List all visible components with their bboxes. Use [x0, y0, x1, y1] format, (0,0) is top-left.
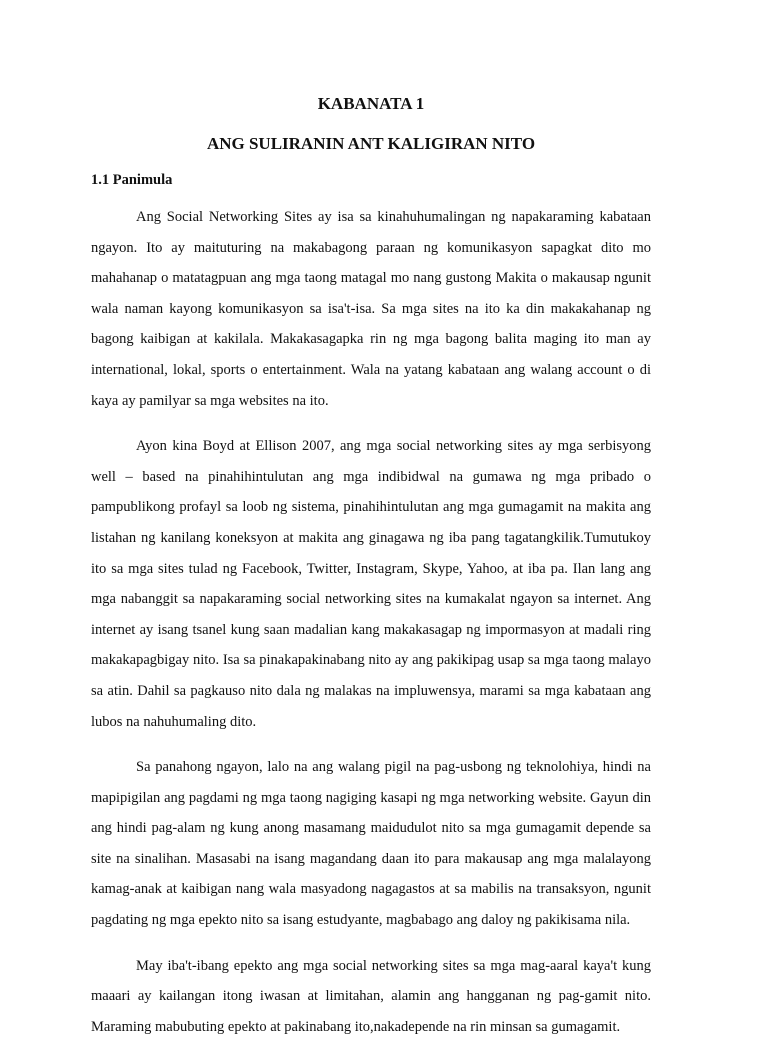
document-page: [91, 91, 651, 1042]
chapter-subtitle: ANG SULIRANIN ANT KALIGIRAN NITO: [206, 134, 536, 153]
chapter-title: KABANATA 1: [317, 94, 425, 113]
section-heading: 1.1 Panimula: [91, 172, 173, 188]
paragraph-3: Sa panahong ngayon, lalo na ang walang pigil na pag-usbong ng teknolohiya, hindi na mapipigilan ang pagdami ng mga taong nagiging kasapi ng mga networking website. Gayun din ang hindi pag-alam ng kung anong masamang maidudulot nito sa mga gumagamit depende sa site na sinalihan. Masasabi na isang magandang daan ito para makausap ang mga malalayong kamag-anak at kaibigan nang wala masyadong nagagastos at sa mabilis na transaksyon, ngunit pagdating ng mga epekto nito sa isang estudyante, magbabago ang daloy ng pakikisama nila.: [91, 759, 651, 929]
paragraph-1: Ang Social Networking Sites ay isa sa kinahuhumalingan ng napakaraming kabataan ngayon. Ito ay maituturing na makabagong paraan ng komunikasyon sapagkat dito mo mahahanap o matatagpuan ang mga taong matagal mo nang gustong Makita o makausap ngunit wala naman kayong komunikasyon sa isa't-isa. Sa mga sites na ito ka din makakahanap ng bagong kaibigan at kakilala. Makakasagapka rin ng mga bagong balita maging ito man ay international, lokal, sports o entertainment. Wala na yatang kabataan ang walang account o di kaya ay pamilyar sa mga websites na ito.: [91, 209, 651, 409]
paragraph-2: Ayon kina Boyd at Ellison 2007, ang mga social networking sites ay mga serbisyong well – based na pinahihintulutan ang mga indibidwal na gumawa ng mga pribado o pampublikong profayl sa loob ng sistema, pinahihintulutan ang mga gumagamit na makita ang listahan ng kanilang koneksyon at makita ang ginagawa ng iba pang tagatangkilik.Tumutukoy ito sa mga sites tulad ng Facebook, Twitter, Instagram, Skype, Yahoo, at iba pa. Ilan lang ang mga nabanggit sa napakaraming social networking sites na kumakalat ngayon sa internet. Ang internet ay isang tsanel kung saan madalian kang makakasagap ng impormasyon at madali ring makakapagbigay nito. Isa sa pinakapakinabang nito ay ang pakikipag usap sa mga taong malayo sa atin. Dahil sa pagkauso nito dala ng malakas na impluwensya, marami sa mga kabataan ang lubos na nahuhumaling dito.: [91, 438, 651, 730]
paragraph-4: May iba't-ibang epekto ang mga social networking sites sa mga mag-aaral kaya't kung maaari ay kailangan itong iwasan at limitahan, alamin ang hangganan ng pag-gamit nito. Maraming mabubuting epekto at pakinabang ito,nakadepende na rin minsan sa gumagamit.: [91, 957, 651, 1035]
